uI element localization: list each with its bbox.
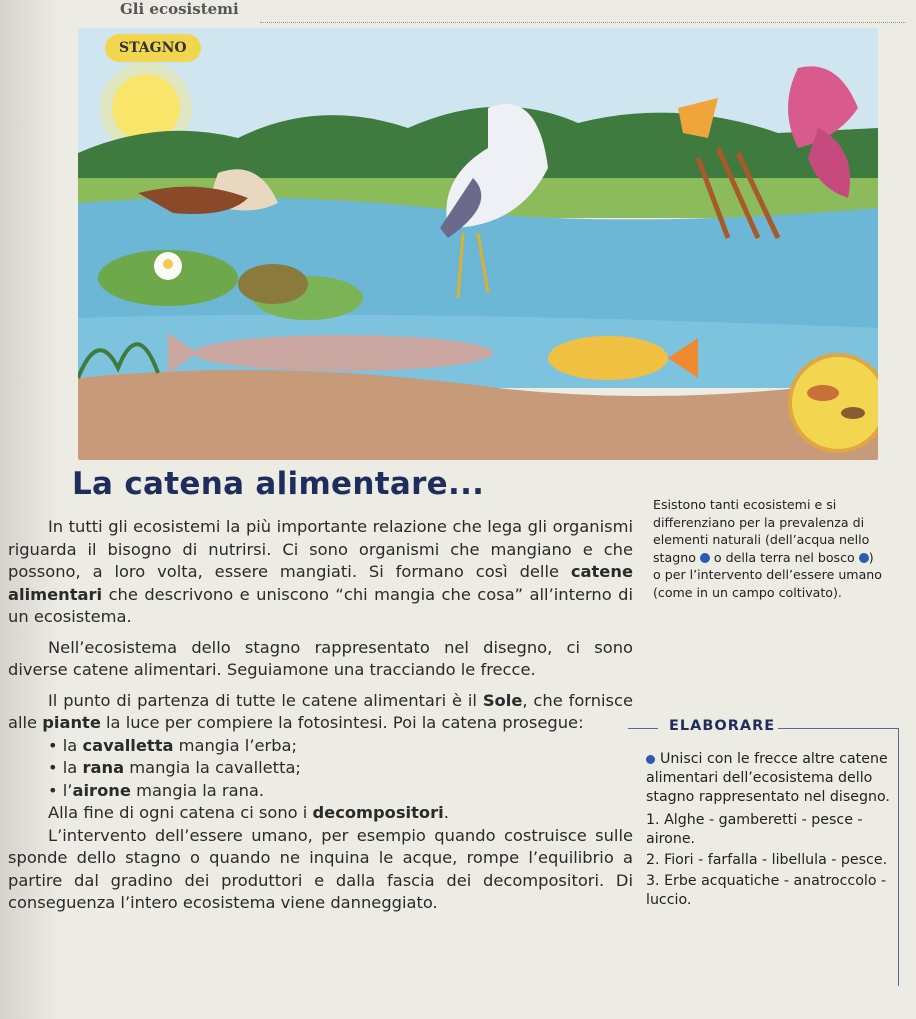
main-text [8,516,633,915]
elaborare-instruction: Unisci con le frecce altre catene alimentari dell’ecosistema dello stagno rappresentato nel disegno. [646,751,890,805]
elaborare-label: ELABORARE [663,718,781,734]
exercise-list [646,811,900,910]
chapter-title: Gli ecosistemi [120,0,239,18]
elaborare-line-left [628,728,658,729]
paragraph-2: Nell’ecosistema dello stagno rappresentato nel disegno, ci sono diverse catene alimentari. Seguiamone una tracciando le frecce. [8,637,633,679]
bullet-grasshopper: • la cavalletta mangia l’erba; [48,735,298,755]
elaborare-header [628,718,898,738]
bullet-heron: • l’airone mangia la rana. [48,780,265,800]
pond-illustration [78,28,878,460]
paragraph-3: Il punto di partenza di tutte le catene alimentari è il Sole, che fornisce alle piante la luce per compiere la fotosintesi. Poi la catena prosegue: [8,690,633,732]
paragraph-5: L’intervento dell’essere umano, per esempio quando costruisce sulle sponde dello stagno o quando ne inquina le acque, rompe l’equilibrio a partire dal gradino dei produttori e dalla fascia dei decompositori. Di conseguenza l’intero ecosistema viene danneggiato. [8,825,633,912]
paragraph-4: Alla fine di ogni catena ci sono i decompositori. [48,803,449,822]
wood-symbol-icon [859,553,869,563]
exercise-item: 2. Fiori - farfalla - libellula - pesce. [646,852,888,868]
stagno-badge: STAGNO [105,34,201,62]
pond-symbol-icon [700,553,710,563]
page-heading: La catena alimentare... [72,466,485,502]
paragraph-1: In tutti gli ecosistemi la più importante relazione che lega gli organismi riguarda il bisogno di nutrirsi. Ci sono organismi che mangiano e che possono, a loro volta, essere mangiati. Si formano così delle catene alimentari che descrivono e uniscono “chi mangia che cosa” all’interno di un ecosistema. [8,517,633,626]
bullet-frog: • la rana mangia la cavalletta; [48,758,301,777]
header-divider [260,22,906,23]
exercise-item: 3. Erbe acquatiche - anatroccolo - luccio. [646,873,887,908]
bullet-dot-icon [646,755,655,764]
side-note: Esistono tanti ecosistemi e si differenziano per la prevalenza di elementi naturali (dell’acqua nello stagno o della terra nel bosco ) o per l’intervento dell’essere umano (come in un campo coltivato). [653,497,882,600]
elaborare-line-right [778,728,898,729]
exercise-item: 1. Alghe - gamberetti - pesce - airone. [646,812,863,847]
elaborare-exercise [646,750,900,912]
